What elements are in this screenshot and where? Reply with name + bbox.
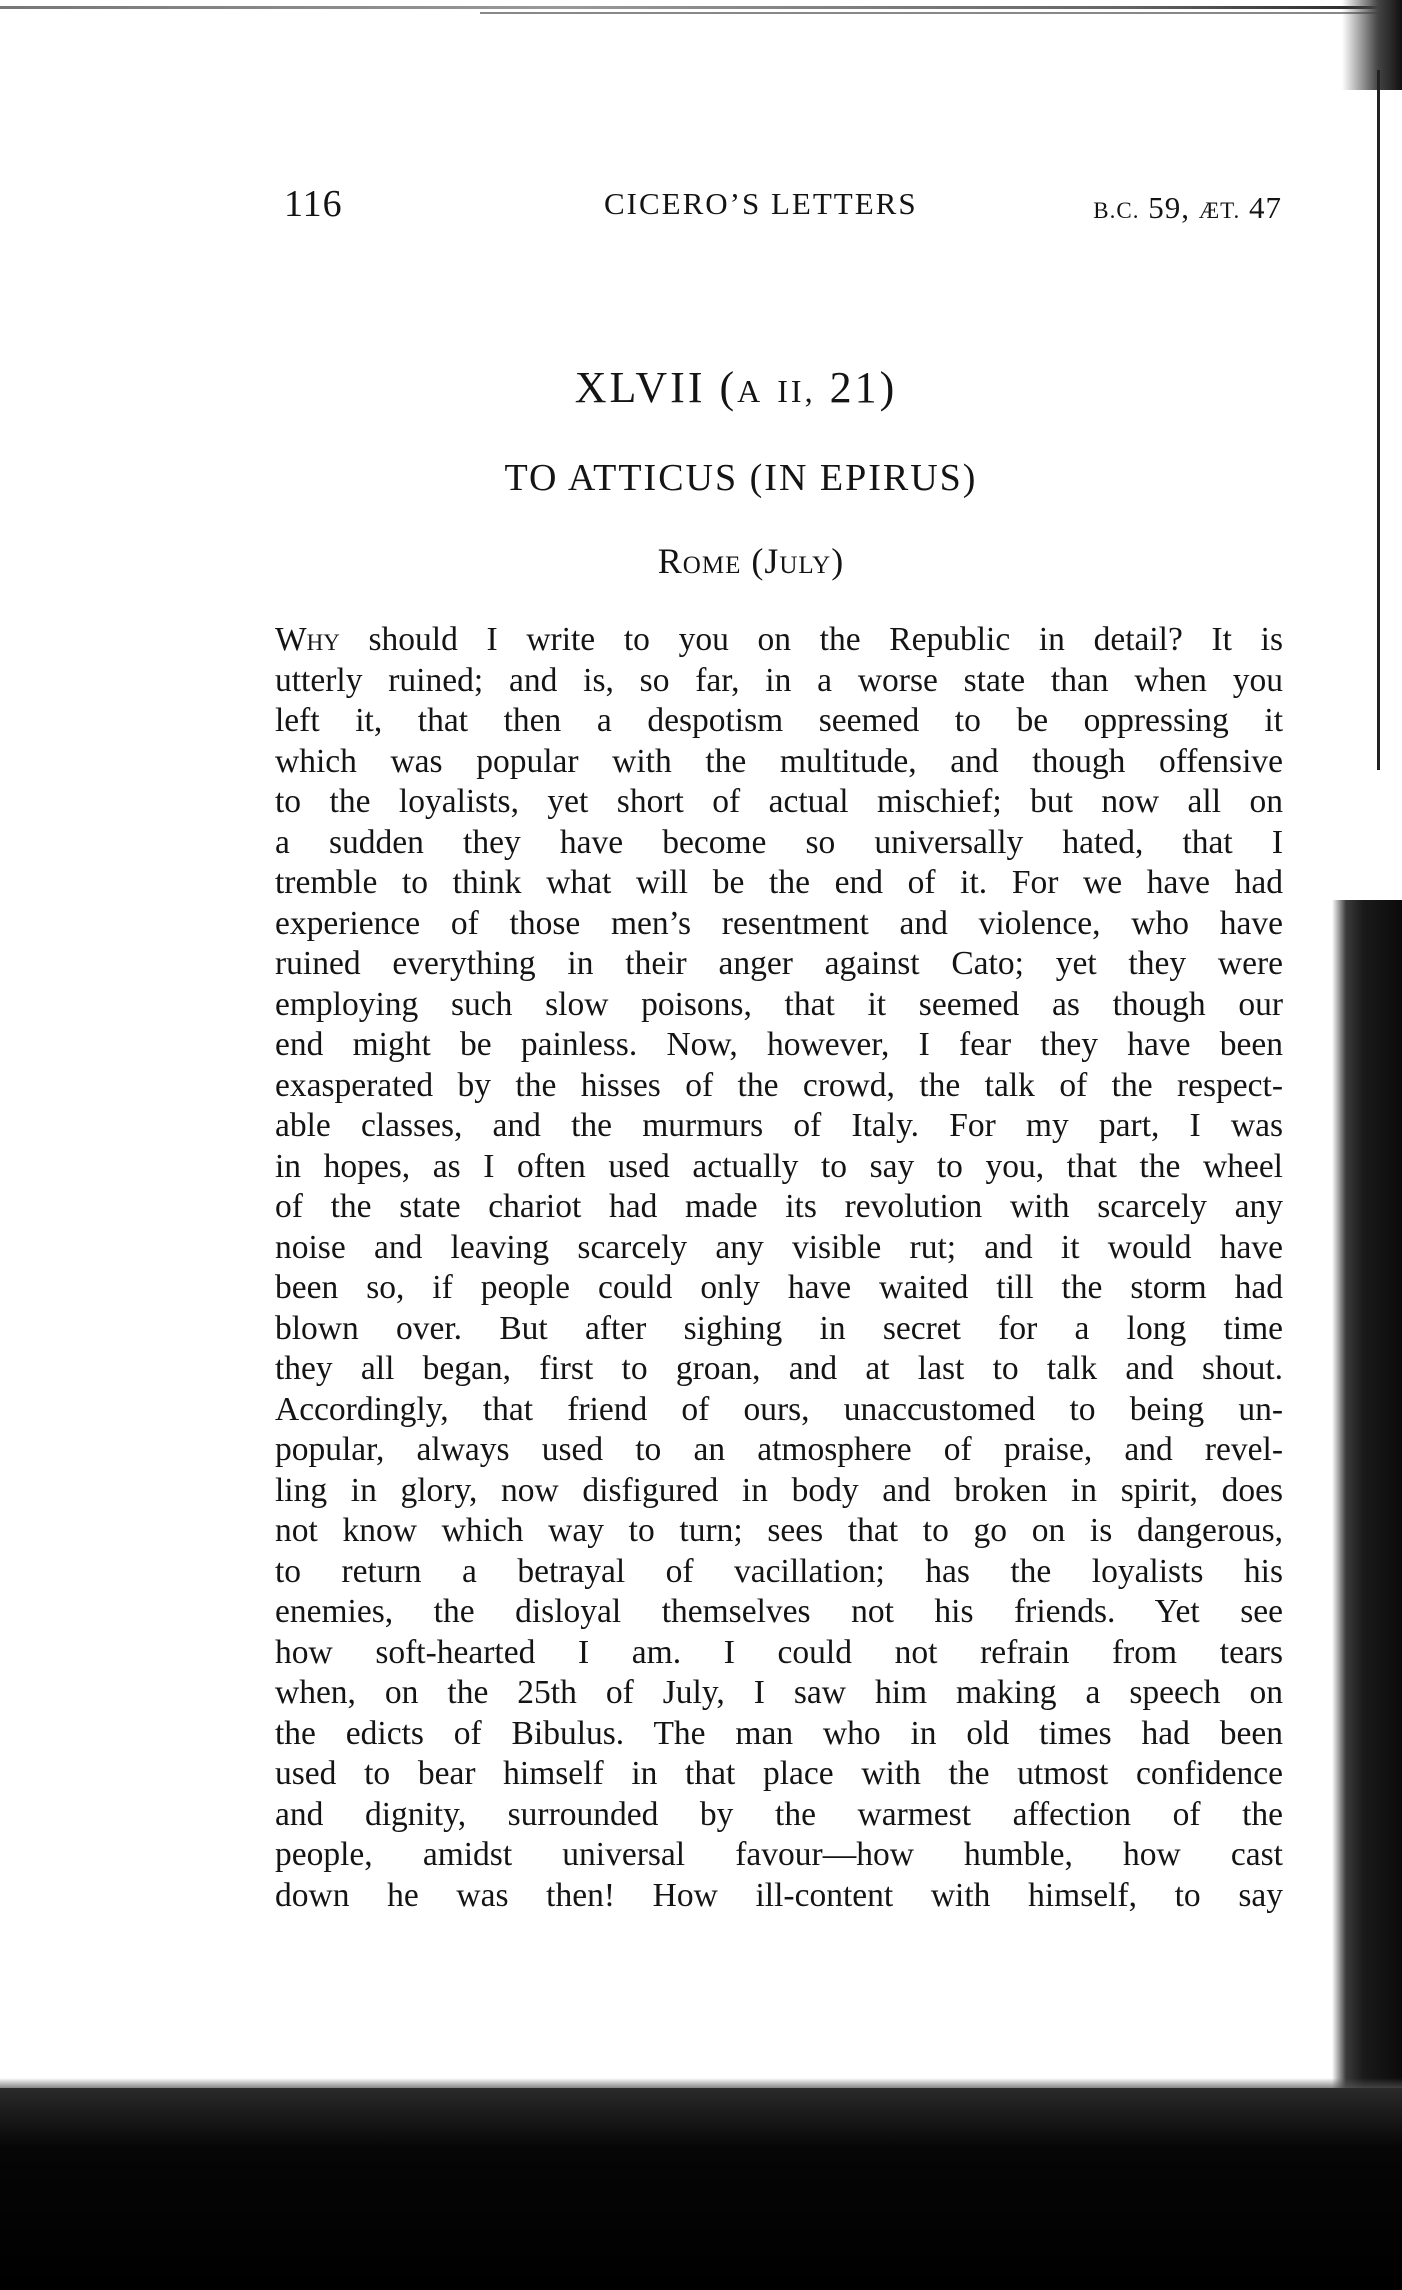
- body-line: noise and leaving scarcely any visible rut; and it would have: [275, 1228, 1283, 1266]
- aet-label: ÆT.: [1198, 198, 1241, 223]
- body-line: and dignity, surrounded by the warmest affection of the: [275, 1795, 1283, 1833]
- body-line: to the loyalists, yet short of actual mischief; but now all on: [275, 783, 1283, 820]
- body-line: able classes, and the murmurs of Italy. For my part, I was: [275, 1107, 1283, 1144]
- scan-corner-shadow: [1342, 0, 1402, 90]
- running-head: [284, 182, 1282, 232]
- letter-number: XLVII: [574, 363, 706, 412]
- body-line: exasperated by the hisses of the crowd, the talk of the respect-: [275, 1066, 1283, 1104]
- body-line: ling in glory, now disfigured in body and broken in spirit, does: [275, 1471, 1283, 1509]
- body-line: blown over. But after sighing in secret for a long time: [275, 1309, 1283, 1347]
- body-line-text: should I write to you on the Republic in detail? It is: [339, 621, 1283, 658]
- body-line: a sudden they have become so universally hated, that I: [275, 823, 1283, 861]
- body-line: enemies, the disloyal themselves not his friends. Yet see: [275, 1593, 1283, 1630]
- scan-bottom-band: [0, 2088, 1402, 2290]
- scan-top-rule: [0, 6, 1402, 9]
- body-line: when, on the 25th of July, I saw him making a speech on: [275, 1674, 1283, 1711]
- body-line: ruined everything in their anger against Cato; yet they were: [275, 945, 1283, 982]
- body-line: not know which way to turn; sees that to go on is dangerous,: [275, 1512, 1283, 1549]
- body-line: people, amidst universal favour—how humble, how cast: [275, 1836, 1283, 1873]
- letter-heading: [0, 362, 1402, 413]
- body-line: Accordingly, that friend of ours, unaccustomed to being un-: [275, 1390, 1283, 1428]
- body-line: utterly ruined; and is, so far, in a worse state than when you: [275, 661, 1283, 699]
- date-prefix: B.C.: [1093, 198, 1140, 223]
- body-line: to return a betrayal of vacillation; has the loyalists his: [275, 1552, 1283, 1590]
- body-line: tremble to think what will be the end of it. For we have had: [275, 864, 1283, 901]
- body-line: of the state chariot had made its revolution with scarcely any: [275, 1188, 1283, 1225]
- body-line: in hopes, as I often used actually to say to you, that the wheel: [275, 1147, 1283, 1185]
- letter-recipient: TO ATTICUS (IN EPIRUS): [504, 457, 978, 499]
- body-line: used to bear himself in that place with the utmost confidence: [275, 1755, 1283, 1792]
- body-line: they all began, first to groan, and at last to talk and shout.: [275, 1350, 1283, 1387]
- letter-reference-book: II,: [777, 373, 816, 409]
- date-year: 59,: [1148, 190, 1190, 225]
- body-line: experience of those men’s resentment and violence, who have: [275, 904, 1283, 942]
- aet-age: 47: [1249, 190, 1282, 225]
- page-number: 116: [284, 183, 343, 225]
- body-line: [275, 620, 1283, 661]
- body-line: been so, if people could only have waited till the storm had: [275, 1269, 1283, 1306]
- body-line: popular, always used to an atmosphere of praise, and revel-: [275, 1431, 1283, 1468]
- running-title: CICERO’S LETTERS: [604, 186, 918, 221]
- letter-reference-a: A: [737, 373, 764, 409]
- running-date: [1093, 190, 1282, 226]
- body-line: the edicts of Bibulus. The man who in old times had been: [275, 1714, 1283, 1752]
- letter-place-date: Rome (July): [657, 541, 845, 581]
- letter-body: [275, 620, 1283, 1916]
- body-line: down he was then! How ill-content with himself, to say: [275, 1876, 1283, 1914]
- scan-right-edge-line: [1377, 70, 1380, 770]
- body-line: which was popular with the multitude, and though offensive: [275, 742, 1283, 780]
- body-line: employing such slow poisons, that it seemed as though our: [275, 985, 1283, 1023]
- body-first-word: Why: [275, 621, 340, 658]
- body-line: end might be painless. Now, however, I fear they have been: [275, 1026, 1283, 1063]
- body-line: how soft-hearted I am. I could not refrain from tears: [275, 1633, 1283, 1671]
- letter-reference-letter: 21): [829, 363, 898, 412]
- scan-right-edge-shadow: [1332, 900, 1402, 2100]
- scan-top-rule-secondary: [480, 12, 1402, 14]
- body-line: left it, that then a despotism seemed to be oppressing it: [275, 702, 1283, 739]
- letter-reference-open: (: [719, 363, 738, 412]
